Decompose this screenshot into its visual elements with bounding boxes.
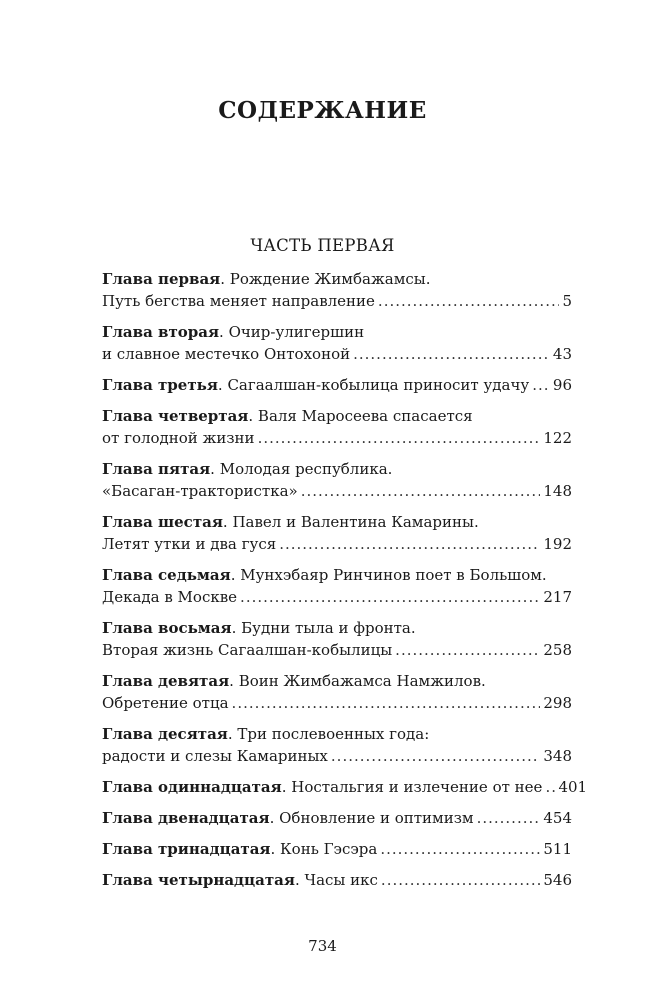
toc-entry	[102, 374, 572, 396]
chapter-subtitle: от голодной жизни	[102, 429, 255, 447]
chapter-subtitle: Декада в Москве	[102, 588, 238, 606]
dot-leader	[381, 869, 540, 891]
dot-leader	[378, 290, 560, 312]
part-title: ЧАСТЬ ПЕРВАЯ	[250, 236, 395, 255]
chapter-label: Глава первая	[102, 270, 221, 288]
chapter-label: Глава одиннадцатая	[102, 778, 282, 796]
toc-entry-line1	[102, 374, 572, 396]
chapter-title: . Ностальгия и излечение от нее	[281, 778, 543, 796]
toc-entry-line1	[102, 776, 588, 798]
chapter-title: . Три послевоенных года:	[227, 725, 430, 743]
toc-entry-line1	[102, 670, 572, 692]
chapter-title: . Молодая республика.	[210, 460, 393, 478]
chapter-subtitle: Летят утки и два гуся	[102, 535, 277, 553]
toc-entry-line1	[102, 564, 572, 586]
toc-entry	[102, 321, 572, 365]
dot-leader	[301, 480, 541, 502]
chapter-page: 546	[543, 871, 572, 889]
toc-entry	[102, 776, 588, 798]
chapter-title: . Будни тыла и фронта.	[231, 619, 416, 637]
dot-leader	[532, 374, 550, 396]
page-number: 734	[308, 937, 337, 955]
dot-leader	[353, 343, 550, 365]
page-title: СОДЕРЖАНИЕ	[218, 97, 427, 124]
chapter-page: 454	[543, 809, 572, 827]
dot-leader	[395, 639, 540, 661]
toc-entry-line1	[102, 617, 572, 639]
toc-entry-line1	[102, 838, 572, 860]
toc-entry-line2	[102, 480, 572, 502]
toc-entry	[102, 511, 572, 555]
dot-leader	[477, 807, 541, 829]
chapter-subtitle: и славное местечко Онтохоной	[102, 345, 351, 363]
dot-leader	[232, 692, 541, 714]
chapter-title: . Обновление и оптимизм	[269, 809, 474, 827]
chapter-title: . Воин Жимбажамса Намжилов.	[229, 672, 486, 690]
toc-entry	[102, 723, 572, 767]
chapter-title: . Павел и Валентина Камарины.	[222, 513, 479, 531]
chapter-title: . Мунхэбаяр Ринчинов поет в Большом.	[230, 566, 547, 584]
dot-leader	[380, 838, 540, 860]
chapter-label: Глава восьмая	[102, 619, 232, 637]
chapter-subtitle: Обретение отца	[102, 694, 229, 712]
chapter-title: . Сагаалшан-кобылица приносит удачу	[217, 376, 530, 394]
toc-entry-line1	[102, 807, 572, 829]
toc-list	[102, 268, 588, 900]
toc-entry	[102, 807, 572, 829]
chapter-label: Глава вторая	[102, 323, 220, 341]
toc-entry-line1	[102, 268, 572, 290]
dot-leader	[279, 533, 540, 555]
chapter-page: 348	[543, 747, 572, 765]
chapter-label: Глава десятая	[102, 725, 228, 743]
toc-entry-line2	[102, 427, 572, 449]
chapter-page: 43	[552, 345, 572, 363]
toc-entry	[102, 564, 572, 608]
chapter-subtitle: Вторая жизнь Сагаалшан-кобылицы	[102, 641, 393, 659]
chapter-label: Глава четвертая	[102, 407, 249, 425]
toc-entry-line2	[102, 343, 572, 365]
chapter-page: 258	[543, 641, 572, 659]
chapter-title: . Часы икс	[294, 871, 378, 889]
toc-entry-line2	[102, 745, 572, 767]
chapter-subtitle: «Басаган-трактористка»	[102, 482, 298, 500]
chapter-page: 192	[543, 535, 572, 553]
chapter-page: 511	[543, 840, 572, 858]
chapter-page: 401	[558, 778, 588, 796]
chapter-subtitle: радости и слезы Камариных	[102, 747, 328, 765]
toc-entry-line1	[102, 321, 572, 343]
toc-entry-line2	[102, 290, 572, 312]
toc-entry	[102, 617, 572, 661]
toc-entry-line1	[102, 458, 572, 480]
toc-entry-line1	[102, 869, 572, 891]
toc-entry	[102, 838, 572, 860]
chapter-title: . Очир-улигершин	[219, 323, 365, 341]
chapter-label: Глава двенадцатая	[102, 809, 270, 827]
chapter-page: 122	[543, 429, 572, 447]
toc-entry	[102, 670, 572, 714]
chapter-subtitle: Путь бегства меняет направление	[102, 292, 375, 310]
dot-leader	[331, 745, 540, 767]
chapter-page: 148	[543, 482, 572, 500]
chapter-label: Глава четырнадцатая	[102, 871, 295, 889]
toc-entry	[102, 869, 572, 891]
chapter-page: 217	[543, 588, 572, 606]
chapter-page: 298	[543, 694, 572, 712]
chapter-title: . Валя Маросеева спасается	[248, 407, 473, 425]
chapter-label: Глава седьмая	[102, 566, 231, 584]
chapter-title: . Рождение Жимбажамсы.	[220, 270, 431, 288]
chapter-title: . Конь Гэсэра	[270, 840, 378, 858]
toc-entry	[102, 268, 572, 312]
toc-entry-line2	[102, 639, 572, 661]
chapter-label: Глава третья	[102, 376, 218, 394]
dot-leader	[545, 776, 555, 798]
dot-leader	[258, 427, 541, 449]
toc-entry-line2	[102, 586, 572, 608]
toc-entry	[102, 458, 572, 502]
chapter-label: Глава девятая	[102, 672, 230, 690]
dot-leader	[240, 586, 540, 608]
chapter-label: Глава шестая	[102, 513, 223, 531]
toc-entry-line2	[102, 692, 572, 714]
toc-entry	[102, 405, 572, 449]
toc-entry-line1	[102, 405, 572, 427]
toc-entry-line1	[102, 511, 572, 533]
chapter-page: 5	[562, 292, 572, 310]
chapter-page: 96	[552, 376, 572, 394]
toc-entry-line2	[102, 533, 572, 555]
chapter-label: Глава тринадцатая	[102, 840, 271, 858]
toc-entry-line1	[102, 723, 572, 745]
chapter-label: Глава пятая	[102, 460, 211, 478]
